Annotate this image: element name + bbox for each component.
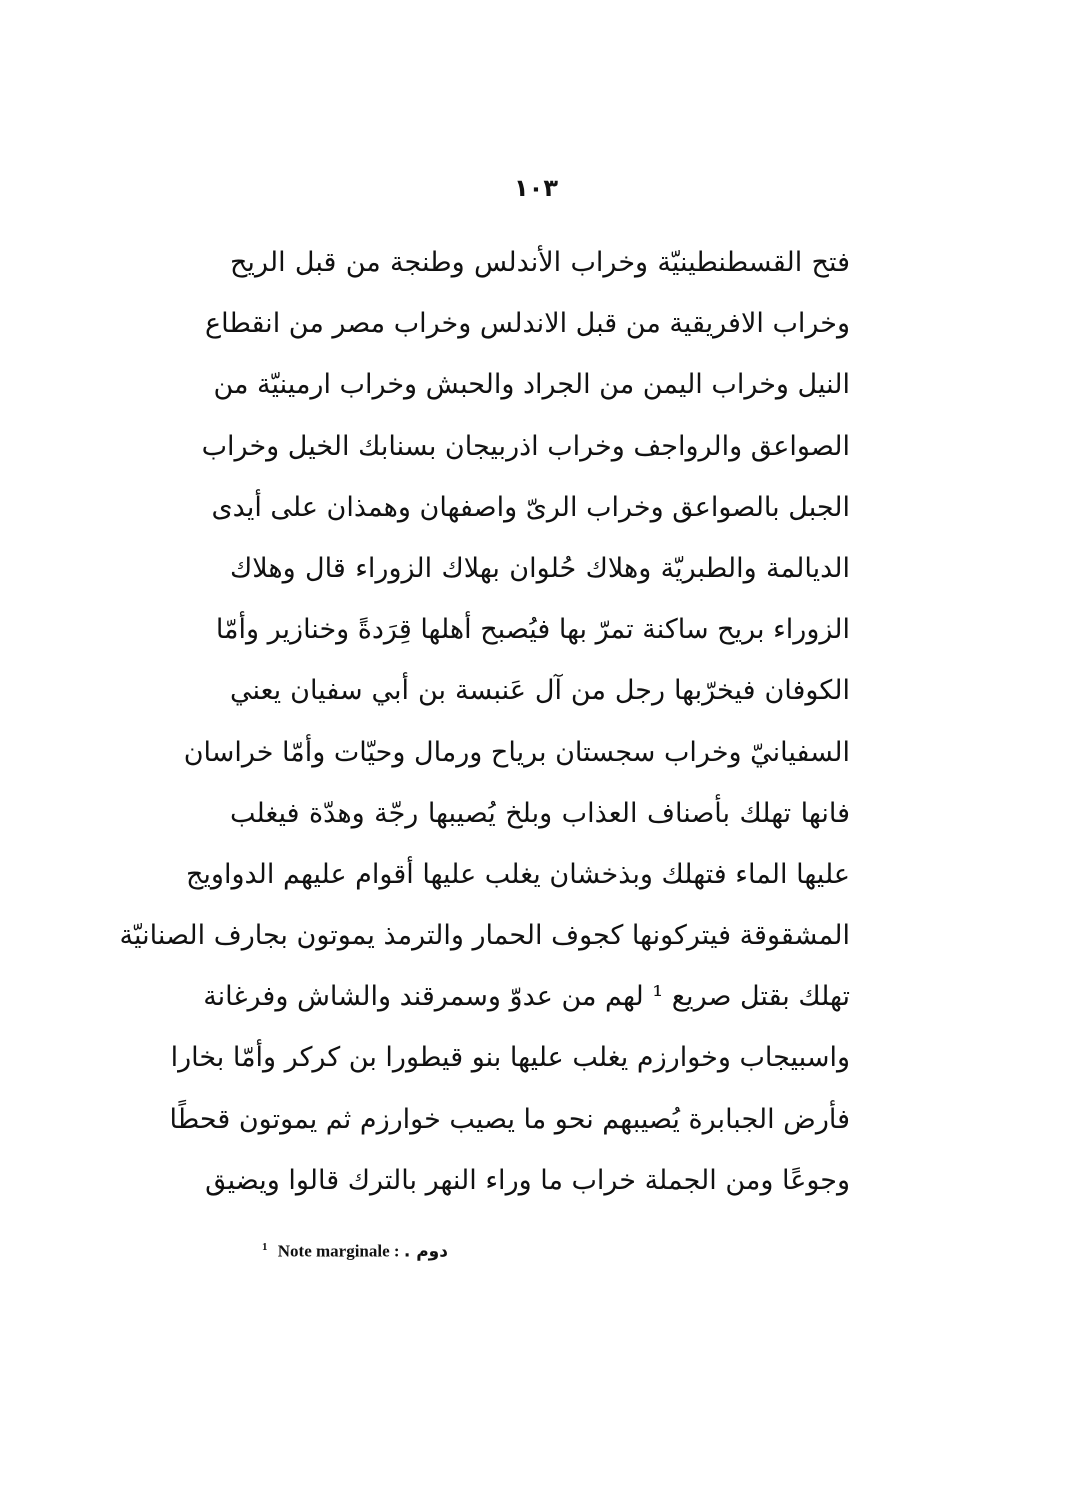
text-line: فانها تهلك بأصناف العذاب وبلخ يُصيبها رجّة وهدّة فيغلب <box>230 797 850 829</box>
text-line: الكوفان فيخرّبها رجل من آل عَنبسة بن أبي سفيان يعني <box>230 675 850 707</box>
text-line: واسبيجاب وخوارزم يغلب عليها بنو قيطورا بن كركر وأمّا بخارا <box>170 1042 850 1074</box>
text-line: فتح القسطنطينيّة وخراب الأندلس وطنجة من قبل الريح <box>230 247 850 278</box>
text-line: السفيانيّ وخراب سجستان برياح ورمال وحيّات وأمّا خراسان <box>183 736 850 768</box>
text-line: وخراب الافريقية من قبل الاندلس وخراب مصر من انقطاع <box>205 308 850 340</box>
footnote <box>262 1232 448 1267</box>
footnote-marker: 1 <box>262 1241 268 1253</box>
footnote-label: Note marginale : <box>277 1241 400 1261</box>
text-line: الجبل بالصواعق وخراب الرىّ واصفهان وهمذان على أيدى <box>211 491 850 523</box>
footnote-arabic-text: دوم . <box>403 1241 448 1262</box>
arabic-text-body <box>119 232 850 1211</box>
text-line: النيل وخراب اليمن من الجراد والحبش وخراب ارمينيّة من <box>213 369 850 401</box>
text-line: فأرض الجبابرة يُصيبهم نحو ما يصيب خوارزم ثم يموتون قحطًا <box>169 1103 850 1135</box>
text-line: الزوراء بريح ساكنة تمرّ بها فيُصبح أهلها قِرَدةً وخنازير وأمّا <box>215 614 850 646</box>
text-line: وجوعًا ومن الجملة خراب ما وراء النهر بالترك قالوا ويضيق <box>205 1164 850 1196</box>
text-line: تهلك بقتل صريع ¹ لهم من عدوّ وسمرقند والشاش وفرغانة <box>203 981 850 1013</box>
text-line: الصواعق والرواجف وخراب اذربيجان بسنابك الخيل وخراب <box>201 430 850 462</box>
page-number: ١٠٣ <box>514 174 558 202</box>
text-line: المشقوقة فيتركونها كجوف الحمار والترمذ يموتون بجارف الصنانيّة <box>119 920 850 952</box>
text-line: عليها الماء فتهلك وبذخشان يغلب عليها أقوام عليهم الدواويج <box>185 858 850 890</box>
text-line: الديالمة والطبريّة وهلاك حُلوان بهلاك الزوراء قال وهلاك <box>230 552 850 584</box>
